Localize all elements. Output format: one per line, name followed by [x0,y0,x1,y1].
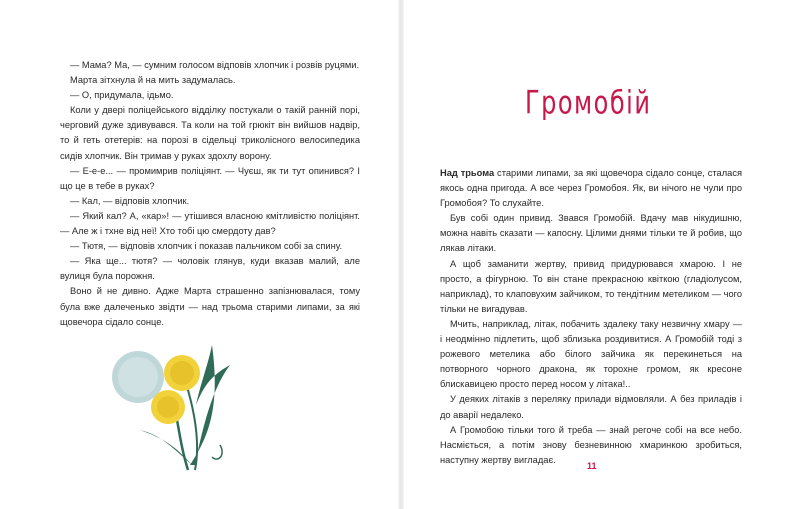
page-gutter [398,0,404,509]
left-paragraph: — Який кал? А, «кар»! — утішився власною кмітливістю поліціянт. — Але ж і тхне від неї! Хто тобі цю смердоту дав? [60,210,360,237]
left-paragraph: Коли у двері поліцейського відділку постукали о такій ранній порі, черговий дуже здивувався. Та коли на той грюкіт він вийшов надвір, то й геть отетерів: на порозі в сідельці триколісного велосипедика сидів хлопчик. Він тримав у руках здохлу ворону. [60,105,360,161]
page-number: 11 [587,461,597,471]
right-paragraph: А Громобою тільки того й треба — знай регоче собі на все небо. Насміється, а потім знову безневинною хмаринкою зробиться, наступну жертву вигладає. [440,424,742,465]
left-paragraph: Марта зітхнула й на мить задумалась. [70,75,236,86]
left-page-text [60,58,360,330]
left-paragraph: — Тютя, — відповів хлопчик і показав пальчиком собі за спину. [70,241,343,252]
bold-lead: Над трьома [440,168,495,178]
lead-text: старими липами, за які щовечора сідало сонце, сталася якось одна пригода. А все через Громобоя. Як, ви нічого не чули про Громобоя? То слухайте. [440,168,742,209]
right-paragraph-first [440,166,742,211]
right-paragraph: А щоб заманити жертву, привид придурювався хмарою. І не просто, а фігурною. То він стане прекрасною квіткою (гладіолусом, наприклад), то клаповухим зайчиком, то тендітним метеликом — чого тільки не вигадував. [440,258,742,314]
right-paragraph: У деяких літаків з переляку прилади відмовляли. А без приладів і до аварії недалеко. [440,394,742,420]
left-paragraph: — Мама? Ма, — сумним голосом відповів хлопчик і розвів руцями. [70,60,360,70]
left-paragraph: — Яка ще... тютя? — чоловік глянув, куди вказав малий, але вулиця була порожня. [60,256,360,282]
left-paragraph: — Кал, — відповів хлопчик. [70,195,190,206]
right-paragraph: Мчить, наприклад, літак, побачить здалеку таку незвичну хмару — і неодмінно підлетить, щоб зблизька роздивитися. А Громобій тоді з рожевого метелика або білого зайчика як перекинеться на потворного чорного дракона, як торохне громом, як кресоне блискавицею просто перед носом у літака!.. [440,318,742,390]
chapter-title: Громобій [525,84,652,122]
left-paragraph: Воно й не дивно. Адже Марта страшенно запізнювалася, тому була вже далеченько звідти — над трьома старими липами, за які щовечора сідало сонце. [60,286,360,327]
left-paragraph: — О, придумала, ідьмо. [70,90,174,101]
right-paragraph: Був собі один привид. Звався Громобій. Вдачу мав нікудишню, можна навіть сказати — капосну. Цілими днями тільки те й робив, що лякав літаки. [440,213,742,254]
right-page-text [440,166,742,468]
dandelion-illustration [100,325,260,475]
left-paragraph: — Е-е-е... — промимрив поліціянт. — Чуєш, як ти тут опинився? І що це в тебе в руках? [60,165,360,191]
